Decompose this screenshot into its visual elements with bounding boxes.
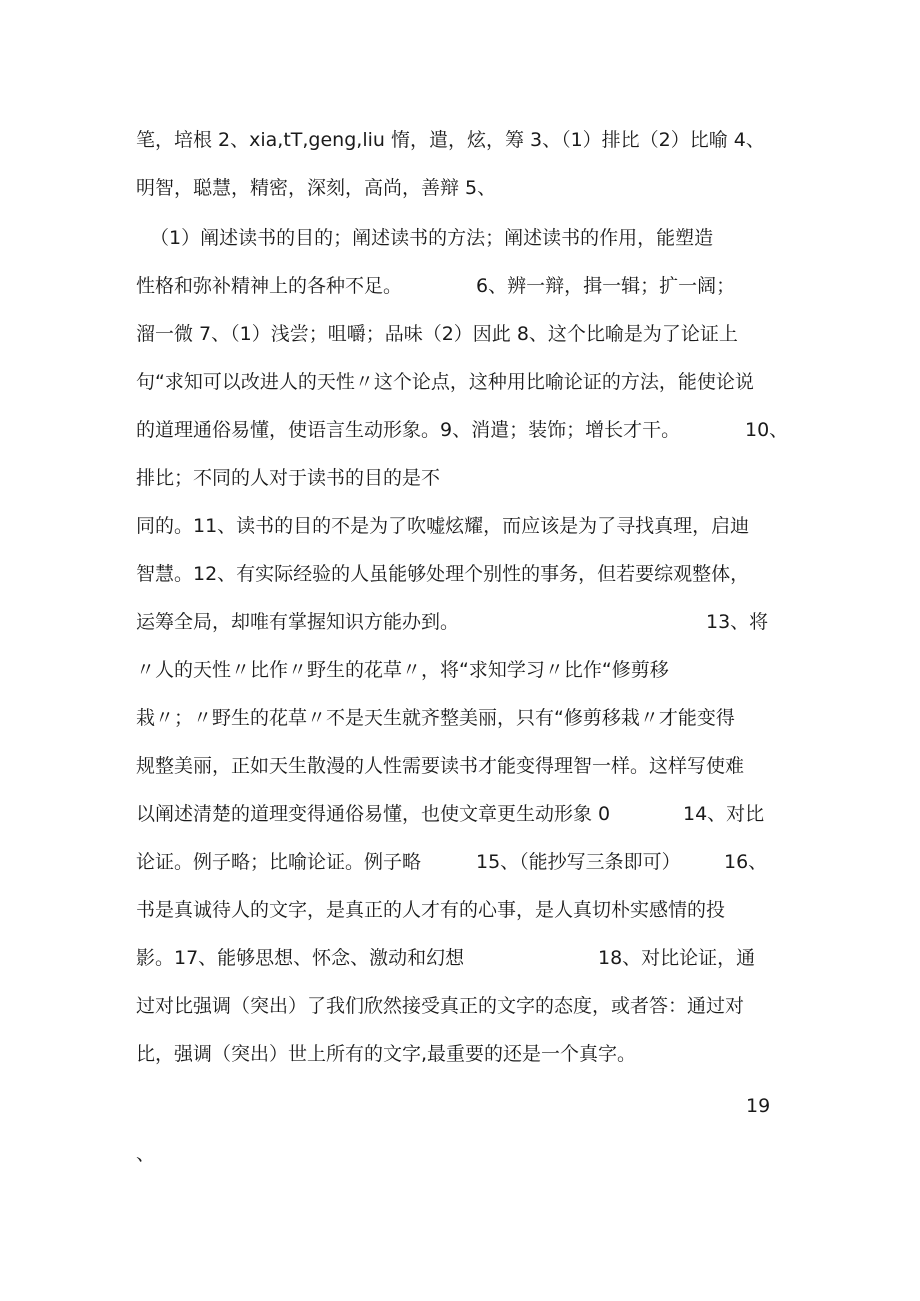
line-text: 19 <box>746 1095 771 1117</box>
line-text: 14、对比 <box>683 803 765 825</box>
text-line <box>745 418 788 442</box>
text-line <box>136 898 725 922</box>
line-text: 溜一微 7、（1）浅尝；咀嚼；品味（2）因此 8、这个比喻是为了论证上 <box>136 323 738 345</box>
text-line <box>136 610 459 634</box>
line-text: 运筹全局，却唯有掌握知识方能办到。 <box>136 611 460 633</box>
text-line <box>136 754 744 778</box>
text-line <box>724 850 767 874</box>
line-text: 论证。例子略；比喻论证。例子略 <box>136 851 422 873</box>
text-line <box>476 274 735 298</box>
line-text: 句“求知可以改进人的天性〃这个论点，这种用比喻论证的方法，能使论说 <box>136 371 754 393</box>
line-text: 过对比强调（突出）了我们欣然接受真正的文字的态度，或者答：通过对 <box>136 995 745 1017</box>
line-text: 以阐述清楚的道理变得通俗易懂，也使文章更生动形象 0 <box>136 803 611 825</box>
line-text: 6、辨一辩，揖一辑；扩一阔； <box>476 275 736 297</box>
line-text: 同的。11、读书的目的不是为了吹嘘炫耀，而应该是为了寻找真理，启迪 <box>136 515 750 537</box>
line-text: 15、（能抄写三条即可） <box>476 851 681 873</box>
text-line <box>136 706 735 730</box>
line-text: 〃人的天性〃比作〃野生的花草〃，将“求知学习〃比作“修剪移 <box>136 659 669 681</box>
text-line <box>683 802 764 826</box>
text-line <box>136 802 610 826</box>
text-line <box>136 274 402 298</box>
text-line <box>136 176 496 200</box>
text-line <box>746 1094 770 1118</box>
line-text: 13、将 <box>706 611 769 633</box>
text-line <box>150 226 713 250</box>
text-line <box>136 658 669 682</box>
line-text: 的道理通俗易懂，使语言生动形象。9、消遣；装饰；增长才干。 <box>136 419 681 441</box>
line-text: 智慧。12、有实际经验的人虽能够处理个别性的事务，但若要综观整体， <box>136 563 750 585</box>
text-line <box>598 946 755 970</box>
line-text: 10、 <box>745 419 789 441</box>
text-line <box>136 418 680 442</box>
line-text: （1）阐述读书的目的；阐述读书的方法；阐述读书的作用，能塑造 <box>150 227 714 249</box>
text-line <box>136 466 440 490</box>
line-text: 比，强调（突出）世上所有的文字,最重要的还是一个真字。 <box>136 1043 637 1065</box>
text-line <box>136 514 749 538</box>
line-text: 影。17、能够思想、怀念、激动和幻想 <box>136 947 465 969</box>
text-line <box>136 946 464 970</box>
line-text: 性格和弥补精神上的各种不足。 <box>136 275 403 297</box>
text-line <box>136 1042 636 1066</box>
text-line <box>136 562 749 586</box>
text-line <box>136 850 421 874</box>
line-text: 18、对比论证，通 <box>598 947 756 969</box>
line-text: 规整美丽，正如天生散漫的人性需要读书才能变得理智一样。这样写使难 <box>136 755 745 777</box>
line-text: 、 <box>136 1143 156 1165</box>
line-text: 笔，培根 2、xia,tT,geng,liu 惰，遣，炫，筹 3、（1）排比（2）比喻 4、 <box>136 129 765 151</box>
text-line <box>136 1142 155 1166</box>
line-text: 栽〃；〃野生的花草〃不是天生就齐整美丽，只有“修剪移栽〃才能变得 <box>136 707 735 729</box>
text-line <box>476 850 681 874</box>
text-line <box>136 128 765 152</box>
line-text: 排比；不同的人对于读书的目的是不 <box>136 467 441 489</box>
text-line <box>136 322 738 346</box>
line-text: 16、 <box>724 851 768 873</box>
text-line <box>136 994 744 1018</box>
text-line <box>706 610 768 634</box>
text-line <box>136 370 754 394</box>
line-text: 明智，聪慧，精密，深刻，高尚，善辩 5、 <box>136 177 497 199</box>
line-text: 书是真诚待人的文字，是真正的人才有的心事，是人真切朴实感情的投 <box>136 899 726 921</box>
